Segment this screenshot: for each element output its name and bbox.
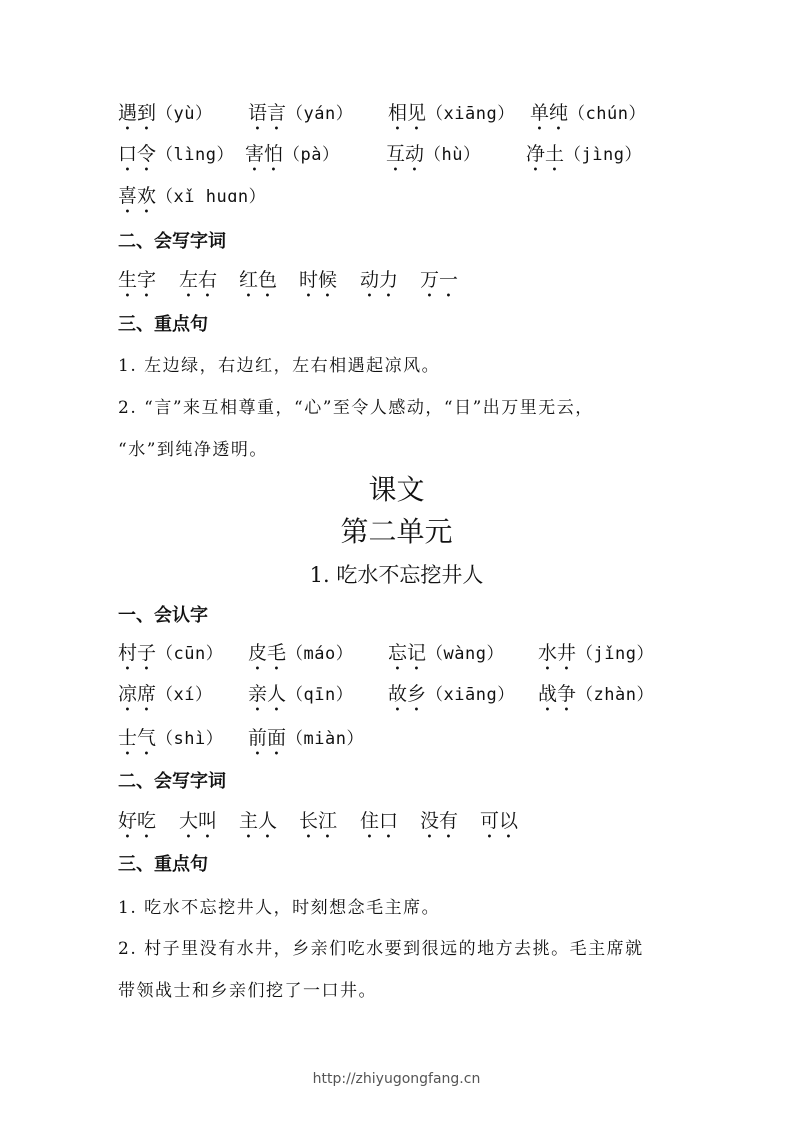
section-heading: 三、重点句 xyxy=(118,854,208,875)
section-heading: 一、会认字 xyxy=(118,605,208,626)
word-item: 喜欢（xǐ huɑn） xyxy=(118,185,267,207)
section-heading: 三、重点句 xyxy=(118,314,208,335)
key-sentence: 2. “言”来互相尊重，“心”至令人感动，“日”出万里无云， xyxy=(118,398,594,418)
write-word: 时候 xyxy=(299,269,338,291)
write-word: 可以 xyxy=(480,810,519,832)
key-sentence: 1. 吃水不忘挖井人，时刻想念毛主席。 xyxy=(118,898,441,918)
write-word: 生字 xyxy=(118,269,157,291)
write-word: 住口 xyxy=(360,810,399,832)
write-word: 长江 xyxy=(299,810,338,832)
section-heading: 二、会写字词 xyxy=(118,771,226,792)
word-item: 村子（cūn） xyxy=(118,642,224,664)
word-item: 皮毛（máo） xyxy=(248,642,354,664)
key-sentence: 1. 左边绿，右边红，左右相遇起凉风。 xyxy=(118,356,441,376)
lesson-title: 1. 吃水不忘挖井人 xyxy=(309,563,484,587)
word-item: 水井（jǐng） xyxy=(538,642,654,664)
word-item: 凉席（xí） xyxy=(118,683,213,705)
word-item: 互动（hù） xyxy=(386,143,481,165)
word-item: 忘记（wàng） xyxy=(388,642,504,664)
word-item: 亲人（qīn） xyxy=(248,683,354,705)
word-item: 遇到（yù） xyxy=(118,102,213,124)
key-sentence: “水”到纯净透明。 xyxy=(118,440,268,460)
word-item: 士气（shì） xyxy=(118,727,224,749)
unit-title: 第二单元 xyxy=(340,515,453,548)
write-word: 主人 xyxy=(239,810,278,832)
write-word: 好吃 xyxy=(118,810,157,832)
write-word: 动力 xyxy=(360,269,399,291)
key-sentence: 带领战士和乡亲们挖了一口井。 xyxy=(118,981,377,1001)
word-item: 语言（yán） xyxy=(248,102,354,124)
write-word: 没有 xyxy=(420,810,459,832)
write-word: 红色 xyxy=(239,269,278,291)
word-item: 口令（lìng） xyxy=(118,143,234,165)
word-item: 战争（zhàn） xyxy=(538,683,654,705)
word-item: 害怕（pà） xyxy=(245,143,340,165)
write-word: 万一 xyxy=(420,269,459,291)
word-item: 净土（jìng） xyxy=(526,143,642,165)
page-title: 课文 xyxy=(368,473,425,506)
word-item: 前面（miàn） xyxy=(248,727,364,749)
word-item: 故乡（xiāng） xyxy=(388,683,515,705)
key-sentence: 2. 村子里没有水井，乡亲们吃水要到很远的地方去挑。毛主席就 xyxy=(118,939,644,959)
section-heading: 二、会写字词 xyxy=(118,231,226,252)
footer-url[interactable]: http://zhiyugongfang.cn xyxy=(312,1071,481,1087)
write-word: 大叫 xyxy=(179,810,218,832)
write-word: 左右 xyxy=(179,269,218,291)
word-item: 单纯（chún） xyxy=(530,102,646,124)
word-item: 相见（xiāng） xyxy=(388,102,515,124)
